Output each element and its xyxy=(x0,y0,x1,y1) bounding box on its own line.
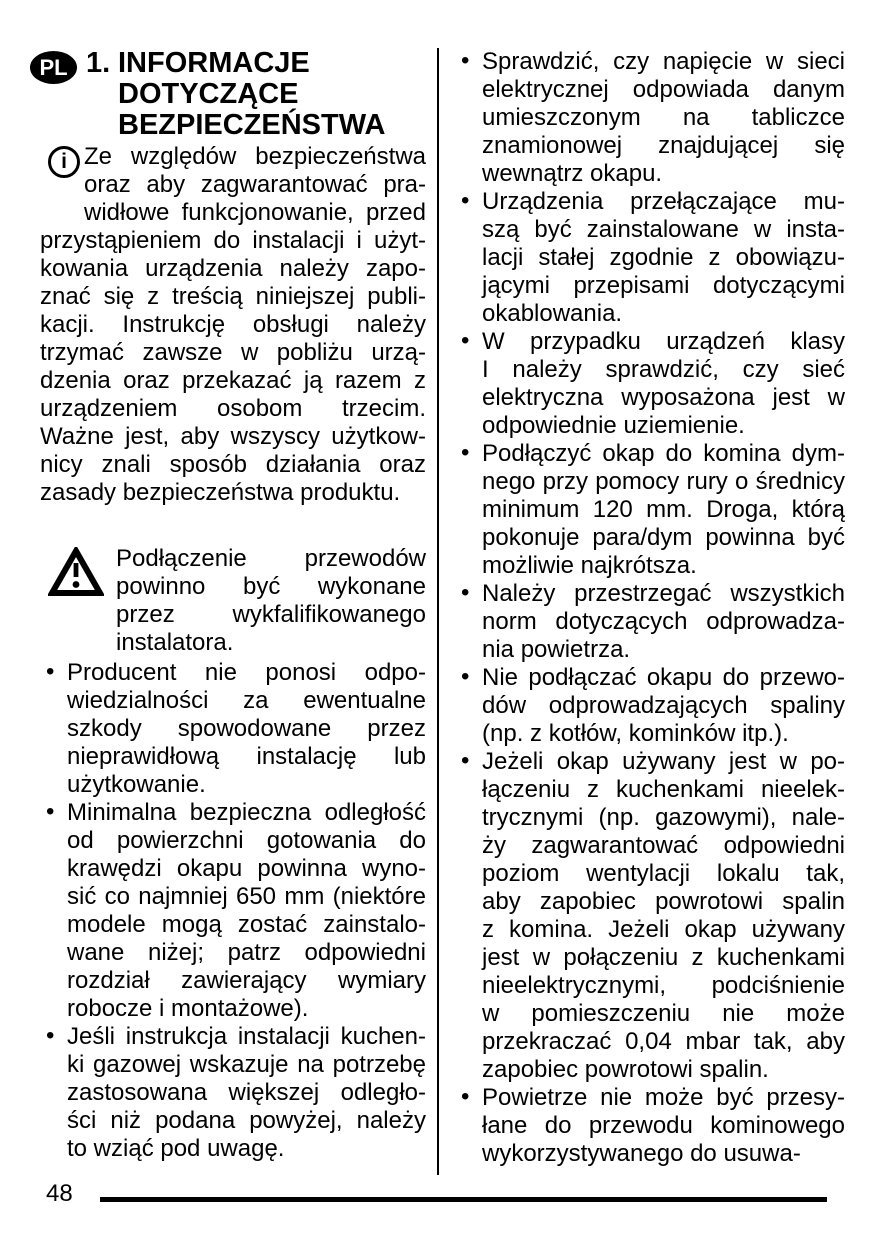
list-item xyxy=(40,1023,426,1163)
bullet-marker: • xyxy=(46,658,55,685)
intro-paragraph xyxy=(40,143,426,507)
list-item xyxy=(40,799,426,1023)
text-line: dów odprowadzających spaliny xyxy=(482,692,845,719)
text-line: od powierzchni gotowania do xyxy=(67,827,426,854)
text-line: użytkowanie. xyxy=(67,771,206,798)
text-line: Ze względów bezpieczeństwa xyxy=(84,143,426,170)
text-line: Ważne jest, aby wszyscy użytkow- xyxy=(40,423,426,450)
warning-note xyxy=(40,545,426,657)
text-line: aby zapobiec powrotowi spalin xyxy=(482,888,845,915)
text-line: robocze i montażowe). xyxy=(67,995,309,1022)
text-line: nieprawidłową instalację lub xyxy=(67,743,426,770)
list-item xyxy=(455,748,845,1084)
text-line: znamionowej znajdującej się xyxy=(482,132,845,159)
bullet-marker: • xyxy=(46,798,55,825)
bullet-marker: • xyxy=(461,747,470,774)
text-line: to wziąć pod uwagę. xyxy=(67,1135,285,1162)
text-line: W przypadku urządzeń klasy xyxy=(482,328,845,355)
text-line: przez wykfalifikowanego xyxy=(116,601,426,628)
bullet-marker: • xyxy=(461,663,470,690)
heading-line: DOTYCZĄCE xyxy=(118,78,299,110)
text-line: wane niżej; patrz odpowiedni xyxy=(67,939,426,966)
warning-icon xyxy=(48,547,104,597)
text-line: modele mogą zostać zainstalo- xyxy=(67,911,426,938)
text-line: norm dotyczących odprowadza- xyxy=(482,608,845,635)
text-line: instalatora. xyxy=(116,629,234,656)
footer-rule xyxy=(100,1197,827,1202)
list-item xyxy=(455,440,845,580)
text-line: trycznymi (np. gazowymi), nale- xyxy=(482,804,845,831)
list-item xyxy=(40,659,426,799)
text-line: (np. z kotłów, kominków itp.). xyxy=(482,720,789,747)
text-line: przekraczać 0,04 mbar tak, aby xyxy=(482,1028,845,1055)
bullet-marker: • xyxy=(461,1083,470,1110)
text-line: zapobiec powrotowi spalin. xyxy=(482,1056,769,1083)
bullet-marker: • xyxy=(461,579,470,606)
text-line: ki gazowej wskazuje na potrzebę xyxy=(67,1051,426,1078)
text-line: powinno być wykonane xyxy=(116,573,426,600)
right-column xyxy=(455,48,845,1168)
text-line: jącymi przepisami dotyczącymi xyxy=(482,272,845,299)
text-line: Minimalna bezpieczna odległość xyxy=(67,799,426,826)
text-line: Powietrze nie może być przesy- xyxy=(482,1084,845,1111)
text-line: lacji stałej zgodnie z obowiązu- xyxy=(482,244,845,271)
text-line: zasady bezpieczeństwa produktu. xyxy=(40,479,401,506)
text-line: minimum 120 mm. Droga, którą xyxy=(482,496,845,523)
text-line: jest w połączeniu z kuchenkami xyxy=(482,944,845,971)
bullet-marker: • xyxy=(461,439,470,466)
text-line: szą być zainstalowane w insta- xyxy=(482,216,845,243)
list-item xyxy=(455,664,845,748)
bullet-marker: • xyxy=(461,187,470,214)
text-line: ści niż podana powyżej, należy xyxy=(67,1107,426,1134)
text-line: Nie podłączać okapu do przewo- xyxy=(482,664,845,691)
text-line: wewnątrz okapu. xyxy=(482,160,663,187)
heading-number: 1. xyxy=(86,47,111,79)
text-line: oraz aby zagwarantować pra- xyxy=(84,171,426,198)
list-item xyxy=(455,580,845,664)
text-line: Urządzenia przełączające mu- xyxy=(482,188,845,215)
text-line: znać się z treścią niniejszej publi- xyxy=(40,283,426,310)
section-heading xyxy=(40,48,426,141)
text-line: elektryczna wyposażona jest w xyxy=(482,384,845,411)
text-line: urządzeniem osobom trzecim. xyxy=(40,395,426,422)
text-line: pokonuje para/dym powinna być xyxy=(482,524,845,551)
text-line: Podłączenie przewodów xyxy=(116,545,426,572)
text-line: przystąpieniem do instalacji i użyt- xyxy=(40,227,426,254)
text-line: kacji. Instrukcję obsługi należy xyxy=(40,311,426,338)
text-line: w pomieszczeniu nie może xyxy=(482,1000,845,1027)
text-line: szkody spowodowane przez xyxy=(67,715,426,742)
left-column xyxy=(40,48,426,1163)
text-line: łane do przewodu kominowego xyxy=(482,1112,845,1139)
text-line: Producent nie ponosi odpo- xyxy=(67,659,426,686)
text-line: Jeśli instrukcja instalacji kuchen- xyxy=(67,1023,426,1050)
language-badge-label: PL xyxy=(39,54,68,80)
text-line: nicy znali sposób działania oraz xyxy=(40,451,426,478)
text-line: sić co najmniej 650 mm (niektóre xyxy=(67,883,426,910)
text-line: rozdział zawierający wymiary xyxy=(67,967,426,994)
text-line: zastosowana większej odległo- xyxy=(67,1079,426,1106)
text-line: trzymać zawsze w pobliżu urzą- xyxy=(40,339,426,366)
list-item xyxy=(455,48,845,188)
text-line: kowania urządzenia należy zapo- xyxy=(40,255,426,282)
left-column-body xyxy=(40,143,426,1163)
text-line: Jeżeli okap używany jest w po- xyxy=(482,748,845,775)
text-line: I należy sprawdzić, czy sieć xyxy=(482,356,845,383)
text-line: z komina. Jeżeli okap używany xyxy=(482,916,845,943)
text-line: widłowe funkcjonowanie, przed xyxy=(84,199,426,226)
text-line: Należy przestrzegać wszystkich xyxy=(482,580,845,607)
info-icon: i xyxy=(48,146,80,178)
bullet-marker: • xyxy=(461,47,470,74)
bullet-marker: • xyxy=(461,327,470,354)
text-line: Podłączyć okap do komina dym- xyxy=(482,440,845,467)
heading-line: BEZPIECZEŃSTWA xyxy=(118,109,386,141)
heading-line: INFORMACJE xyxy=(118,47,310,79)
text-line: nieelektrycznymi, podciśnienie xyxy=(482,972,845,999)
text-line: nego przy pomocy rury o średnicy xyxy=(482,468,845,495)
info-icon-float xyxy=(40,143,84,201)
list-item xyxy=(455,1084,845,1168)
text-line: Sprawdzić, czy napięcie w sieci xyxy=(482,48,845,75)
text-line: możliwie najkrótsza. xyxy=(482,552,697,579)
list-item xyxy=(455,188,845,328)
page-number: 48 xyxy=(46,1180,73,1207)
text-line: wiedzialności za ewentualne xyxy=(67,687,426,714)
list-item xyxy=(455,328,845,440)
text-line: poziom wentylacji lokalu tak, xyxy=(482,860,845,887)
text-line: okablowania. xyxy=(482,300,623,327)
text-line: umieszczonym na tabliczce xyxy=(482,104,845,131)
text-line: nia powietrza. xyxy=(482,636,631,663)
column-divider-rule xyxy=(437,48,439,1175)
text-line: łączeniu z kuchenkami nieelek- xyxy=(482,776,845,803)
text-line: dzenia oraz przekazać ją razem z xyxy=(40,367,426,394)
text-line: wykorzystywanego do usuwa- xyxy=(482,1140,801,1167)
bullet-marker: • xyxy=(46,1022,55,1049)
text-line: ży zagwarantować odpowiedni xyxy=(482,832,845,859)
heading-text xyxy=(118,48,385,141)
text-line: krawędzi okapu powinna wyno- xyxy=(67,855,426,882)
text-line: elektrycznej odpowiada danym xyxy=(482,76,845,103)
text-line: odpowiednie uziemienie. xyxy=(482,412,745,439)
